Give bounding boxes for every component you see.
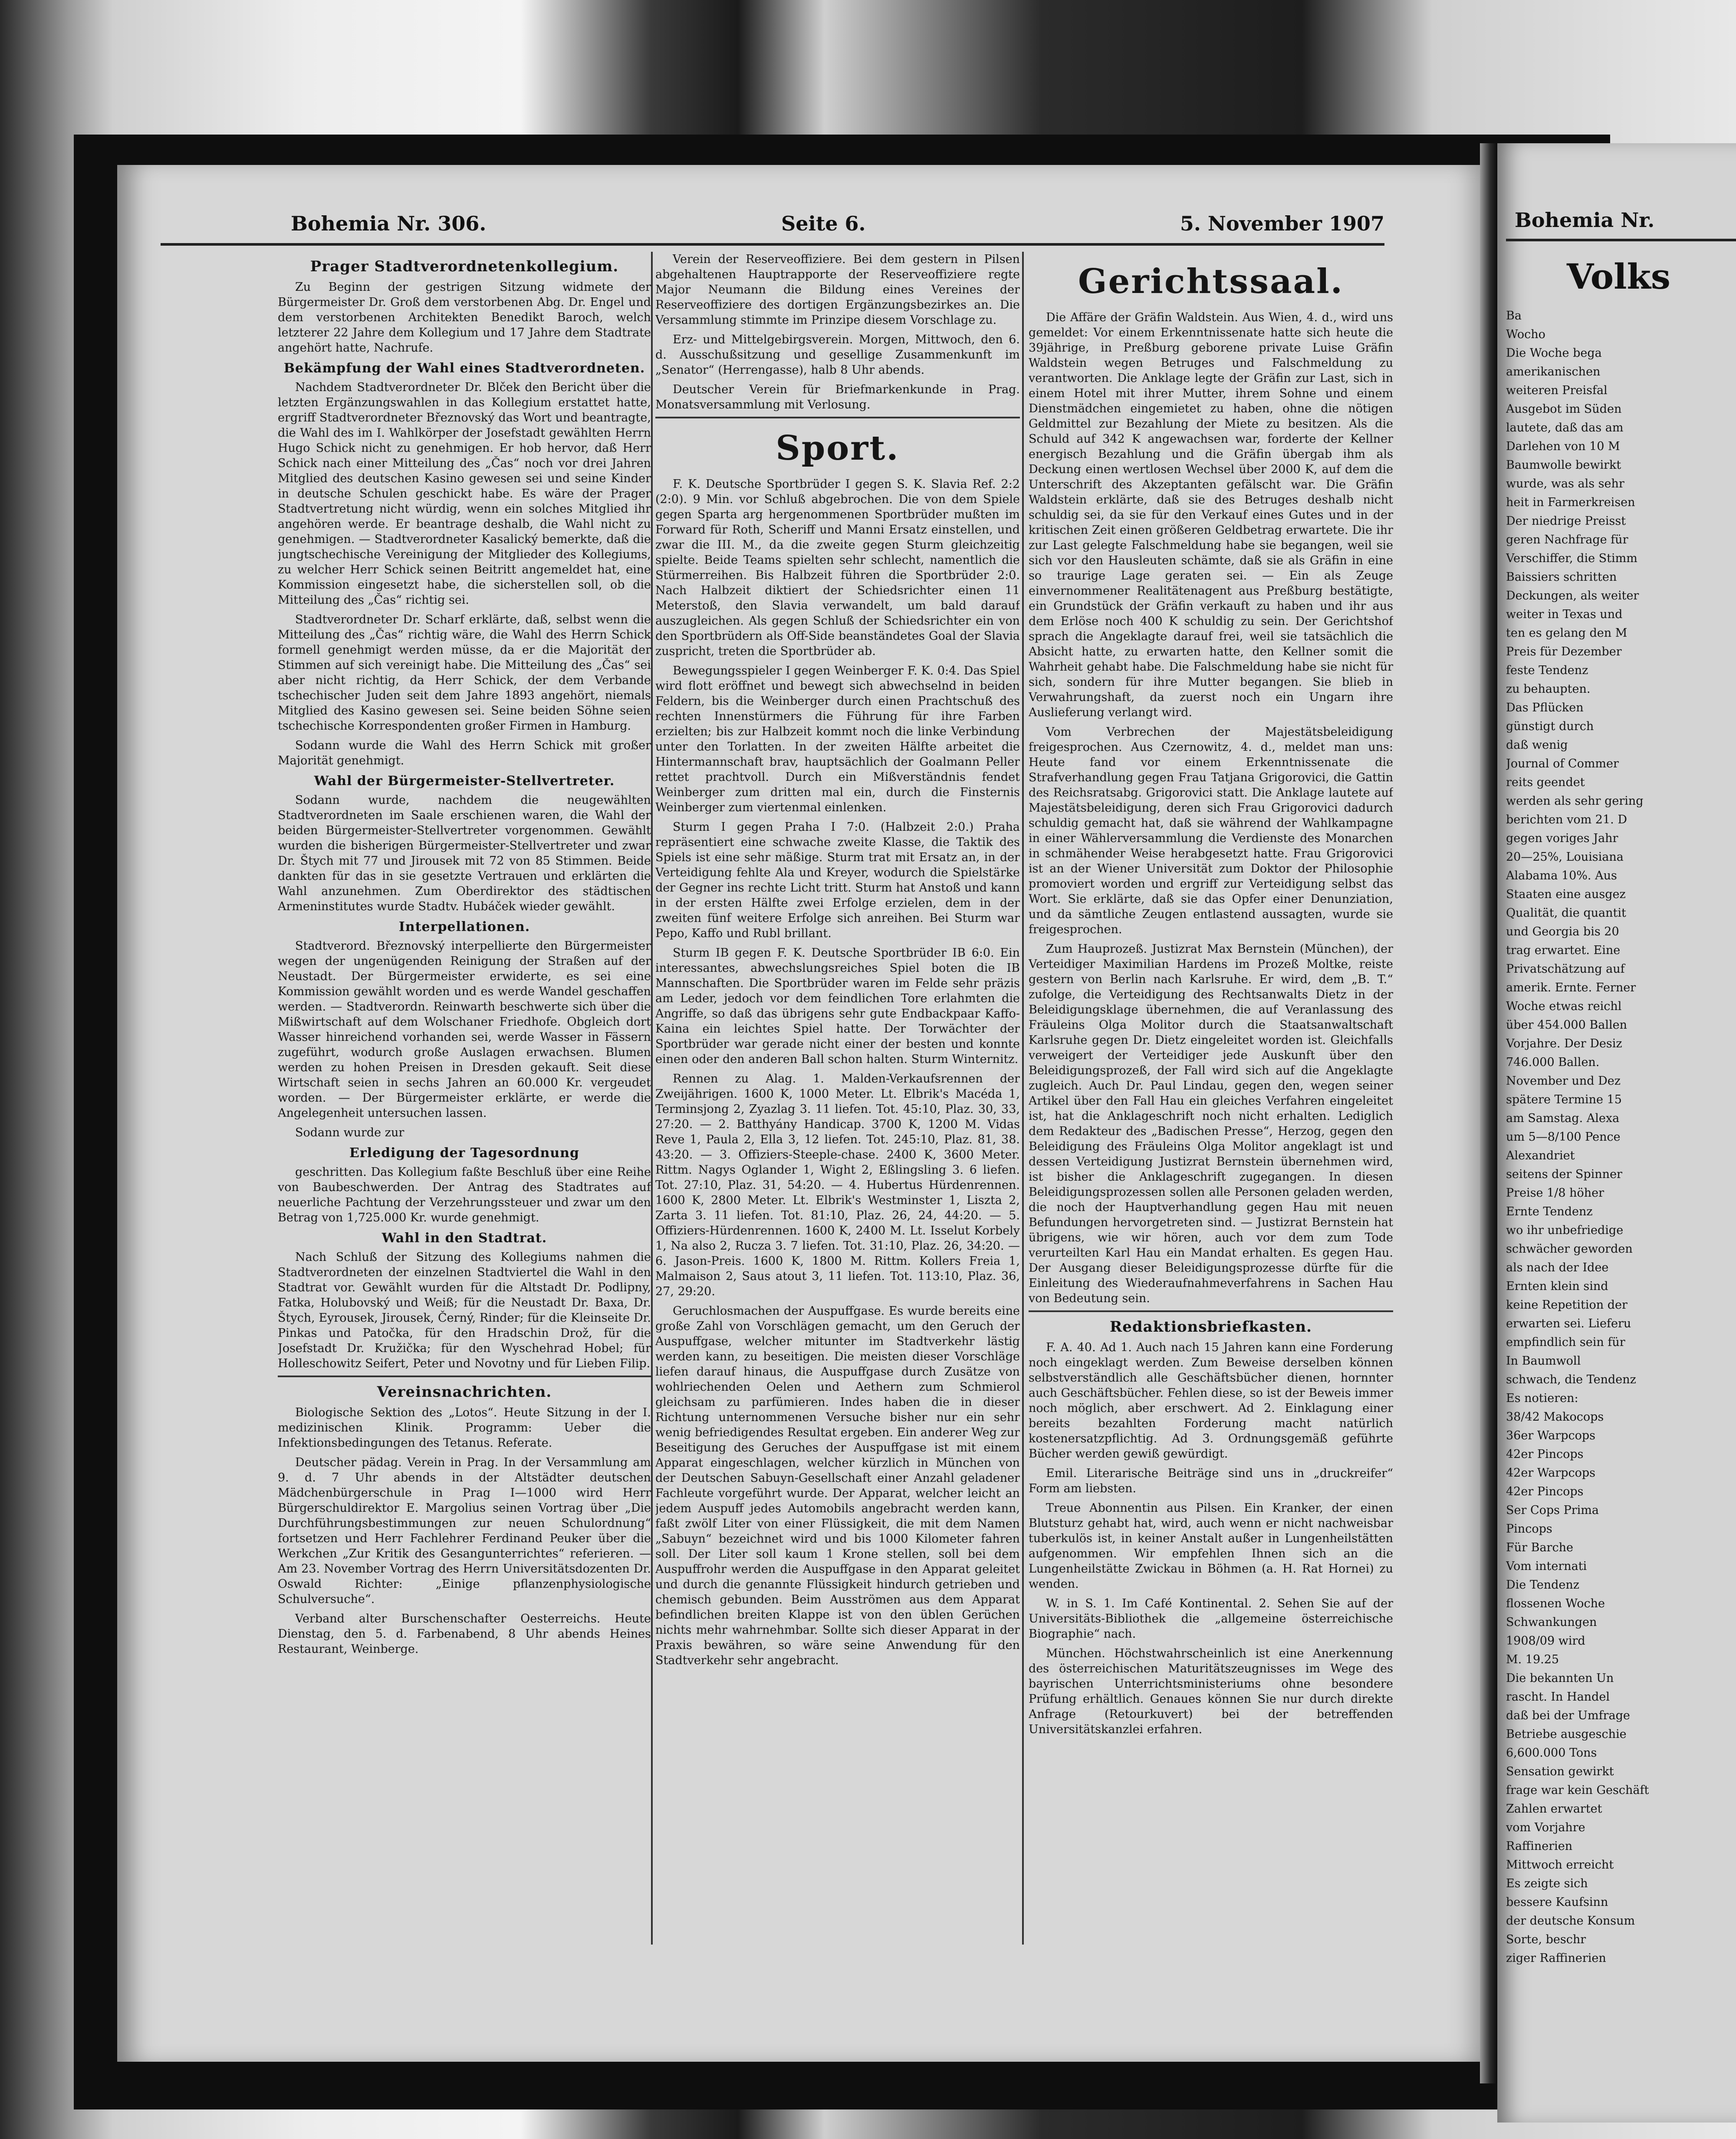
adjacent-page-text bbox=[1506, 308, 1732, 2088]
adjacent-page-line: Journal of Commer bbox=[1506, 757, 1619, 770]
adjacent-page-line: lautete, daß das am bbox=[1506, 421, 1624, 434]
article-paragraph: Nach Schluß der Sitzung des Kollegiums nahmen die Stadtverordneten der einzelnen Stadtviertel die Wahl in den Stadtrat vor. Gewählt wurden für die Altstadt Dr. Podlipny, Fatka, Holubovský und Weiß; für die Neustadt Dr. Baxa, Dr. Štych, Eyrousek, Jirousek, Černý, Rinder; für die Kleinseite Dr. Pinkas und Patočka, für den Hradschin Drož, für die Josefstadt Dr. Kružička; für den Wyschehrad Hobel; für Holleschowitz Seifert, Peter und Novotny und für Lieben Filip. bbox=[278, 1250, 651, 1370]
article-paragraph: Die Affäre der Gräfin Waldstein. Aus Wien, 4. d., wird uns gemeldet: Vor einem Erkenntnissenate hatte sich heute die 39jährige, in Preßburg geborene private Luise Gräfin Waldstein wegen Betruges und Falschmeldung zu verantworten. Die Anklage legte der Gräfin zur Last, sich in einem Hotel mit ihrer Mutter, ihrem Sohne und einem Dienstmädchen eingemietet zu haben, ohne die nötigen Geldmittel zur Bezahlung der Miete zu besitzen. Als die Schuld auf 342 K angewachsen war, forderte der Kellner energisch Bezahlung und die Gräfin übergab ihm als Deckung einen wertlosen Wechsel über 2000 K, auf dem die Unterschrift des Akzeptanten gefälscht war. Die Gräfin Waldstein erklärte, daß sie des Betruges deshalb nicht schuldig sei, da sie für den Verkauf eines Gutes und in der kritischen Zeit einen größeren Geldbetrag erwartete. Die ihr zur Last gelegte Falschmeldung habe sie begangen, weil sie sich vor den Hausleuten schämte, daß sie als Gräfin in eine so traurige Lage geraten sei. — Ein als Zeuge einvernommener Realitätenagent aus Preßburg bestätigte, ein Grundstück der Gräfin verkauft zu haben und ihr aus dem Erlöse noch 400 K schuldig zu sein. Der Gerichtshof sprach die Angeklagte darauf frei, weil sie tatsächlich die Absicht hatte, zu erwarten hatte, den Kellner somit die Wahrheit gehabt habe. Die Falschmeldung habe sie nicht für sich, sondern für ihre Mutter begangen. Sie blieb in Verwahrungshaft, da zuerst noch ein Ungarn ihre Auslieferung verlangt wird. bbox=[1029, 311, 1393, 719]
adjacent-page-line: Wocho bbox=[1506, 328, 1545, 341]
section-rule bbox=[655, 417, 1020, 418]
article-paragraph: Emil. Literarische Beiträge sind uns in „druckreifer“ Form am liebsten. bbox=[1029, 1467, 1393, 1495]
article-paragraph: Verein der Reserveoffiziere. Bei dem gestern in Pilsen abgehaltenen Hauptrapporte der Reserveoffiziere regte Major Neumann die Bildung eines Vereines der Reserveoffiziere des dortigen Ergänzungsbezirkes an. Die Versammlung stimmte im Prinzipe diesem Vorschlage zu. bbox=[655, 253, 1020, 327]
subheading: Erledigung der Tagesordnung bbox=[349, 1145, 579, 1161]
article-paragraph: Verband alter Burschenschafter Oesterreichs. Heute Dienstag, den 5. d. Farbenabend, 8 Uhr abends Heines Restaurant, Weinberge. bbox=[278, 1612, 651, 1656]
adjacent-page-line: um 5—8/100 Pence bbox=[1506, 1130, 1621, 1144]
adjacent-page-line: Ser Cops Prima bbox=[1506, 1504, 1599, 1517]
adjacent-page-line: rascht. In Handel bbox=[1506, 1690, 1610, 1704]
adjacent-page-line: günstigt durch bbox=[1506, 720, 1594, 733]
adjacent-page-line: daß bei der Umfrage bbox=[1506, 1709, 1630, 1722]
adjacent-page-line: Das Pflücken bbox=[1506, 701, 1584, 714]
adjacent-page-line: Es notieren: bbox=[1506, 1392, 1578, 1405]
adjacent-page-line: Vom internati bbox=[1506, 1560, 1587, 1573]
column-left bbox=[278, 252, 651, 1966]
adjacent-page-rule bbox=[1506, 239, 1736, 241]
adjacent-page-line: ziger Raffinerien bbox=[1506, 1951, 1606, 1965]
adjacent-page-line: Pincops bbox=[1506, 1522, 1552, 1536]
adjacent-page-line: am Samstag. Alexa bbox=[1506, 1112, 1620, 1125]
adjacent-page-line: M. 19.25 bbox=[1506, 1653, 1559, 1666]
adjacent-page-line: 6,600.000 Tons bbox=[1506, 1746, 1597, 1760]
article-paragraph: Geruchlosmachen der Auspuffgase. Es wurde bereits eine große Zahl von Vorschlägen gemacht, um den Geruch der Auspuffgase, welcher mitunter im Stadtverkehr lästig werden kann, zu beseitigen. Die meisten dieser Vorschläge liefen darauf hinaus, die Auspuffgase durch Zusätze von wohlriechenden Oelen und Aethern zum Schmierol gleichsam zu parfümieren. Indes haben die in dieser Richtung unternommenen Versuche bisher nur ein sehr wenig befriedigendes Resultat ergeben. Ein anderer Weg zur Beseitigung des Geruches der Auspuffgase ist mit einem Apparat eingeschlagen, welcher kürzlich in München von der Deutschen Sabuyn-Gesellschaft einer Anzahl geladener Fachleute vorgeführt wurde. Der Apparat, welcher leicht an jedem Auspuff jedes Automobils angebracht werden kann, faßt zwölf Liter von einer Flüssigkeit, die mit dem Namen „Sabuyn“ bezeichnet wird und bis 1000 Kilometer fahren soll. Der Liter soll kaum 1 Krone stellen, soll bei dem Auspuffrohr werden die Auspuffgase in den Apparat geleitet und durch die genannte Flüssigkeit hindurch getrieben und chemisch gebunden. Beim Ausströmen aus dem Apparat befindlichen breiten Klappe ist von den üblen Gerüchen nichts mehr wahrnehmbar. Sollte sich dieser Apparat in der Praxis bewähren, so wäre seine Anwendung für den Stadtverkehr sehr angebracht. bbox=[655, 1304, 1020, 1667]
adjacent-page-line: reits geendet bbox=[1506, 776, 1585, 789]
adjacent-page-line: Preis für Dezember bbox=[1506, 645, 1622, 658]
adjacent-page-line: In Baumwoll bbox=[1506, 1354, 1581, 1368]
article-paragraph: Nachdem Stadtverordneter Dr. Blček den Bericht über die letzten Ergänzungswahlen in das Kollegium erstattet hatte, ergriff Stadtverordneter Březnovský das Wort und beantragte, die Wahl des im I. Wahlkörper der Josefstadt gewählten Herrn Hugo Schick nicht zu genehmigen. Er hob hervor, daß Herr Schick nach einer Mitteilung des „Čas“ noch vor drei Jahren Mitglied des deutschen Kasino gewesen sei und seine Kinder in deutsche Schulen geschickt habe. Es wäre der Prager Stadtvertretung nicht würdig, wenn ein solches Mitglied ihr angehören werde. Er beantrage deshalb, die Wahl nicht zu genehmigen. — Stadtverordneter Kasalický bemerkte, daß die jungtschechische Vereinigung der Mitglieder des Kollegiums, zu welcher Herr Schick seinen Beitritt angemeldet hat, eine Kommission eingesetzt habe, die sicherstellen soll, ob die Mitteilung des „Čas“ richtig sei. bbox=[278, 381, 651, 607]
adjacent-page-line: Vorjahre. Der Desiz bbox=[1506, 1037, 1622, 1050]
section-heading: Vereinsnachrichten. bbox=[377, 1383, 552, 1401]
adjacent-page-line: der deutsche Konsum bbox=[1506, 1914, 1635, 1928]
adjacent-page-line: Mittwoch erreicht bbox=[1506, 1858, 1614, 1872]
subheading: Bekämpfung der Wahl eines Stadtverordneten. bbox=[283, 361, 645, 376]
article-paragraph: Sodann wurde, nachdem die neugewählten Stadtverordneten im Saale erschienen waren, die Wahl der beiden Bürgermeister-Stellvertreter vorgenommen. Gewählt wurden die bisherigen Bürgermeister-Stellvertreter und zwar Dr. Štych mit 77 und Jirousek mit 72 von 85 Stimmen. Beide dankten für das in sie gesetzte Vertrauen und erklärten die Wahl anzunehmen. Zum Oberdirektor des städtischen Armeninstitutes wurde Stadtv. Hubáček wieder gewählt. bbox=[278, 793, 651, 913]
adjacent-page-line: weiteren Preisfal bbox=[1506, 384, 1608, 397]
article-paragraph: Sodann wurde die Wahl des Herrn Schick mit großer Majorität genehmigt. bbox=[278, 739, 651, 767]
adjacent-page-line: 38/42 Makocops bbox=[1506, 1410, 1604, 1424]
adjacent-page-line: Deckungen, als weiter bbox=[1506, 589, 1639, 602]
subheading: Wahl der Bürgermeister-Stellvertreter. bbox=[314, 773, 615, 789]
adjacent-page-line: flossenen Woche bbox=[1506, 1597, 1605, 1610]
article-paragraph: Sturm IB gegen F. K. Deutsche Sportbrüder IB 6:0. Ein interessantes, abwechslungsreiches Spiel boten die IB Mannschaften. Die Sportbrüder waren im Felde sehr präzis am Leder, jedoch vor dem feindlichen Tore erlahmten die Angriffe, so daß das übrigens sehr gute Endbackpaar Kaffo-Kaina ein leichtes Spiel hatte. Der Torwächter der Sportbrüder war gerade nicht einer der besten und konnte einen oder den anderen Ball schon halten. Sturm Winternitz. bbox=[655, 946, 1020, 1066]
article-paragraph: Deutscher pädag. Verein in Prag. In der Versammlung am 9. d. 7 Uhr abends in der Altstädter deutschen Mädchenbürgerschule in Prag I—1000 wird Herr Bürgerschuldirektor E. Margolius seinen Vortrag über „Die Durchführungsbestimmungen zur neuen Schulordnung“ fortsetzen und Herr Fachlehrer Ferdinand Peuker über die Werkchen „Zur Kritik des Gesangunterrichtes“ referieren. — Am 23. November Vortrag des Herrn Universitätsdozenten Dr. Oswald Richter: „Einige pflanzenphysiologische Schulversuche“. bbox=[278, 1456, 651, 1606]
adjacent-page-line: Sorte, beschr bbox=[1506, 1933, 1586, 1946]
subheading: Wahl in den Stadtrat. bbox=[381, 1231, 547, 1246]
article-paragraph: Zu Beginn der gestrigen Sitzung widmete der Bürgermeister Dr. Groß dem verstorbenen Abg. Dr. Engel und dem verstorbenen Architekten Benedikt Baroch, welch letzterer 22 Jahre dem Kollegium und 17 Jahre dem Stadtrate angehört hatte, Nachrufe. bbox=[278, 280, 651, 355]
adjacent-page-line: Der niedrige Preisst bbox=[1506, 514, 1626, 528]
article-paragraph: Deutscher Verein für Briefmarkenkunde in Prag. Monatsversammlung mit Verlosung. bbox=[655, 383, 1020, 411]
adjacent-page-line: Die bekannten Un bbox=[1506, 1672, 1614, 1685]
adjacent-page-line: und Georgia bis 20 bbox=[1506, 925, 1619, 938]
adjacent-page-line: Staaten eine ausgez bbox=[1506, 888, 1626, 901]
adjacent-page-line: Zahlen erwartet bbox=[1506, 1802, 1602, 1816]
adjacent-page-line: Alabama 10%. Aus bbox=[1506, 869, 1617, 882]
adjacent-page-line: Qualität, die quantit bbox=[1506, 906, 1626, 920]
section-heading: Sport. bbox=[776, 428, 900, 468]
adjacent-page-line: amerikanischen bbox=[1506, 365, 1601, 378]
adjacent-page-line: 42er Pincops bbox=[1506, 1485, 1584, 1498]
adjacent-page-line: 42er Warpcops bbox=[1506, 1466, 1596, 1480]
article-paragraph: Stadtverord. Březnovský interpellierte den Bürgermeister wegen der ungenügenden Reinigung der Straßen auf der Neustadt. Der Bürgermeister erwiderte, es sei eine Kommission gewählt worden und es werde Wandel geschaffen werden. — Stadtverordn. Reinwarth beschwerte sich über die Mißwirtschaft auf dem Wolschaner Friedhofe. Obgleich dort Wasser hinreichend vorhanden sei, werde Wasser in Fässern zugeführt, wodurch große Auslagen erwachsen. Blumen werden zu hohen Preisen in Dresden gekauft. Seit diese Wirtschaft seien in sechs Jahren an 60.000 Kr. vergeudet worden. — Der Bürgermeister erklärte, er werde die Angelegenheit untersuchen lassen. bbox=[278, 939, 651, 1120]
adjacent-page-line: Für Barche bbox=[1506, 1541, 1573, 1554]
adjacent-page-line: heit in Farmerkreisen bbox=[1506, 496, 1635, 509]
adjacent-page-line: werden als sehr gering bbox=[1506, 794, 1644, 808]
adjacent-page-line: Preise 1/8 höher bbox=[1506, 1186, 1604, 1200]
article-paragraph: Vom Verbrechen der Majestätsbeleidigung freigesprochen. Aus Czernowitz, 4. d., meldet man uns: Heute fand vor einem Erkenntnissenate die Strafverhandlung gegen Frau Tatjana Grigorovici, die Gattin des Reichsratsabg. Grigorovici statt. Die Anklage lautete auf Majestätsbeleidigung, deren sich Frau Grigorovici dadurch schuldig gemacht hat, daß sie während der Wahlkampagne in einer Wählerversammlung die Verdienste des Monarchen in schmähender Weise herabgesetzt hatte. Frau Grigorovici ist an der Wiener Universität zum Doktor der Philosophie promoviert worden und ergriff zur Verteidigung selbst das Wort. Sie erklärte, daß sie das Opfer einer Denunziation, und da sämtliche Zeugen entlastend aussagten, wurde sie freigesprochen. bbox=[1029, 725, 1393, 936]
adjacent-page-line: über 454.000 Ballen bbox=[1506, 1018, 1627, 1032]
column-divider bbox=[1022, 252, 1024, 1945]
adjacent-page-line: weiter in Texas und bbox=[1506, 608, 1623, 621]
adjacent-page-line: bessere Kaufsinn bbox=[1506, 1895, 1608, 1909]
section-rule bbox=[1029, 1310, 1393, 1312]
adjacent-page-line: Die Woche bega bbox=[1506, 346, 1602, 360]
publication-name: Bohemia Nr. 306. bbox=[291, 212, 487, 235]
adjacent-page-line: daß wenig bbox=[1506, 738, 1568, 752]
adjacent-page-line: keine Repetition der bbox=[1506, 1298, 1628, 1312]
section-heading: Prager Stadtverordnetenkollegium. bbox=[310, 258, 619, 275]
article-paragraph: W. in S. 1. Im Café Kontinental. 2. Sehen Sie auf der Universitäts-Bibliothek die „allgemeine österreichische Biographie“ nach. bbox=[1029, 1597, 1393, 1641]
adjacent-page-line: Alexandriet bbox=[1506, 1149, 1575, 1162]
adjacent-page-line: wurde, was als sehr bbox=[1506, 477, 1624, 490]
adjacent-page-line: 20—25%, Louisiana bbox=[1506, 850, 1624, 864]
adjacent-page-line: Verschiffer, die Stimm bbox=[1506, 552, 1637, 565]
article-paragraph: Stadtverordneter Dr. Scharf erklärte, daß, selbst wenn die Mitteilung des „Čas“ richtig wäre, die Wahl des Herrn Schick formell genehmigt werden müsse, da er die Majorität der Stimmen auf sich vereinigt habe. Die Mitteilung des „Čas“ sei aber nicht richtig, da Herr Schick, der dem Verbande tschechischer Juden seit dem Jahre 1893 angehört, niemals Mitglied des Kasino gewesen sei. Seine beiden Söhne seien tschechische Korrespondenten großer Firmen in Hamburg. bbox=[278, 613, 651, 733]
adjacent-page-line: spätere Termine 15 bbox=[1506, 1093, 1622, 1106]
adjacent-page-line: vom Vorjahre bbox=[1506, 1821, 1585, 1834]
adjacent-page-line: Privatschätzung auf bbox=[1506, 962, 1625, 976]
adjacent-page-line: Sensation gewirkt bbox=[1506, 1765, 1614, 1778]
adjacent-page-line: Baissiers schritten bbox=[1506, 570, 1617, 584]
adjacent-page-line: Ba bbox=[1506, 309, 1522, 322]
adjacent-page-line: Die Tendenz bbox=[1506, 1578, 1580, 1592]
article-paragraph: F. K. Deutsche Sportbrüder I gegen S. K. Slavia Ref. 2:2 (2:0). 9 Min. vor Schluß abgebrochen. Die von dem Spiele gegen Sparta arg hergenommenen Sportbrüder mußten im Forward für Roth, Scheriff und Manni Ersatz einstellen, und zwar die III. M., da die zweite gegen Sturm gleichzeitig spielte. Beide Teams spielten sehr schlecht, namentlich die Stürmerreihen. Bis Halbzeit führen die Sportbrüder 2:0. Nach Halbzeit diktiert der Schiedsrichter einen 11 Meterstoß, den Slavia verwandelt, um bald darauf auszugleichen. Als gegen Schluß der Schiedsrichter ein von den Sportbrüdern als Off-Side beanständetes Goal der Slavia zuspricht, treten die Sportbrüder ab. bbox=[655, 477, 1020, 658]
column-divider bbox=[651, 252, 653, 1945]
adjacent-page-line: als nach der Idee bbox=[1506, 1261, 1609, 1274]
column-middle bbox=[655, 252, 1020, 1966]
adjacent-page-line: frage war kein Geschäft bbox=[1506, 1784, 1649, 1797]
column-right bbox=[1029, 252, 1393, 1966]
issue-date: 5. November 1907 bbox=[1180, 212, 1384, 235]
article-paragraph: Bewegungsspieler I gegen Weinberger F. K. 0:4. Das Spiel wird flott eröffnet und bewegt sich abwechselnd in beiden Feldern, bis die Weinberger durch einen Prachtschuß des rechten Innenstürmers die Führung für ihre Farben erzielten; bis zur Halbzeit kommt noch die linke Verbindung unter den Torlatten. In der zweiten Hälfte arbeitet die Hintermannschaft brav, hauptsächlich der Goalmann Peller rettet prachtvoll. Durch ein Mißverständnis fendet Weinberger zum dritten mal ein, durch die Finsternis Weinberger zum viertenmal einlenken. bbox=[655, 664, 1020, 814]
adjacent-page-line: Schwankungen bbox=[1506, 1616, 1597, 1629]
adjacent-page-line: Betriebe ausgeschie bbox=[1506, 1728, 1627, 1741]
section-heading: Redaktionsbriefkasten. bbox=[1110, 1318, 1312, 1336]
article-paragraph: F. A. 40. Ad 1. Auch nach 15 Jahren kann eine Forderung noch eingeklagt werden. Zum Beweise derselben können selbstverständlich alle Geschäftsbücher dienen, hornnter auch Geschäftsbücher. Fehlen diese, so ist der Beweis immer noch möglich, aber erschwert. Ad 2. Einklagung einer bereits bezahlten Forderung macht natürlich kostenersatzpflichtig. Ad 3. Ordnungsgemäß geführte Bücher werden gewiß gewürdigt. bbox=[1029, 1341, 1393, 1461]
adjacent-page-line: schwach, die Tendenz bbox=[1506, 1373, 1636, 1386]
page-header bbox=[161, 208, 1384, 246]
adjacent-page-header: Bohemia Nr. bbox=[1515, 208, 1655, 232]
article-paragraph: Erz- und Mittelgebirgsverein. Morgen, Mittwoch, den 6. d. Ausschußsitzung und gesellige Zusammenkunft im „Senator“ (Herrengasse), halb 8 Uhr abends. bbox=[655, 333, 1020, 377]
article-paragraph: Biologische Sektion des „Lotos“. Heute Sitzung in der I. medizinischen Klinik. Programm: Ueber die Infektionsbedingungen des Tetanus. Referate. bbox=[278, 1406, 651, 1450]
article-paragraph: Sturm I gegen Praha I 7:0. (Halbzeit 2:0.) Praha repräsentiert eine schwache zweite Klasse, die Taktik des Spiels ist eine sehr mäßige. Sturm trat mit Ersatz an, in der Verteidigung fehlte Ala und Kreyer, wodurch die Spielstärke der Gegner ins rechte Licht tritt. Sturm hat Anstoß und kann in der ersten Hälfte zwei Erfolge erzielen, dem in der zweiten fünf weitere Erfolge sich anreihen. Bei Sturm war Pepo, Kaffo und Rubl brillant. bbox=[655, 820, 1020, 940]
adjacent-page-line: November und Dez bbox=[1506, 1074, 1621, 1088]
article-paragraph: Treue Abonnentin aus Pilsen. Ein Kranker, der einen Blutsturz gehabt hat, wird, auch wenn er nicht nachweisbar tuberkulös ist, in keiner Anstalt außer in Lungenheilstätten aufgenommen. Wir empfehlen Ihnen sich an die Lungenheilstätte Zwickau in Böhmen (a. H. Rat Hornei) zu wenden. bbox=[1029, 1501, 1393, 1591]
page-number: Seite 6. bbox=[781, 212, 866, 235]
adjacent-page-line: 746.000 Ballen. bbox=[1506, 1056, 1600, 1069]
adjacent-page-line: Es zeigte sich bbox=[1506, 1877, 1588, 1890]
adjacent-page-line: erwarten sei. Lieferu bbox=[1506, 1317, 1631, 1330]
adjacent-page-line: 42er Pincops bbox=[1506, 1448, 1584, 1461]
section-heading: Gerichtssaal. bbox=[1078, 262, 1344, 301]
adjacent-page-line: berichten vom 21. D bbox=[1506, 813, 1627, 826]
adjacent-page-line: zu behaupten. bbox=[1506, 682, 1591, 696]
section-rule bbox=[278, 1376, 651, 1377]
article-paragraph: Sodann wurde zur bbox=[295, 1126, 404, 1139]
adjacent-page-line: Raffinerien bbox=[1506, 1840, 1573, 1853]
adjacent-page-line: seitens der Spinner bbox=[1506, 1168, 1622, 1181]
article-paragraph: Rennen zu Alag. 1. Malden-Verkaufsrennen der Zweijährigen. 1600 K, 1000 Meter. Lt. Elbrik's Macéda 1, Terminsjong 2, Zyazlag 3. 11 liefen. Tot. 45:10, Plaz. 30, 33, 27:20. — 2. Batthyány Handicap. 3700 K, 1200 M. Vidas Reve 1, Paula 2, Ella 3, 12 liefen. Tot. 245:10, Plaz. 81, 38. 43:20. — 3. Offiziers-Steeple-chase. 2400 K, 3600 Meter. Rittm. Nagys Oglander 1, Wight 2, Eßlingsling 3. 6 liefen. Tot. 27:10, Plaz. 31, 54:20. — 4. Hubertus Hürdenrennen. 1600 K, 2800 Meter. Lt. Elbrik's Westminster 1, Liszta 2, Zarta 3. 11 liefen. Tot. 81:10, Plaz. 26, 24, 44:20. — 5. Offiziers-Hürdenrennen. 1600 K, 2400 M. Lt. Isselut Korbely 1, Na also 2, Rucza 3. 7 liefen. Tot. 31:10, Plaz. 26, 34:20. — 6. Jason-Preis. 1600 K, 1800 M. Rittm. Kollers Freia 1, Malmaison 2, Saus atout 3, 11 liefen. Tot. 113:10, Plaz. 36, 27, 29:20. bbox=[655, 1072, 1020, 1298]
adjacent-page-line: 36er Warpcops bbox=[1506, 1429, 1596, 1442]
adjacent-page-line: Ernte Tendenz bbox=[1506, 1205, 1593, 1218]
adjacent-page-line: Baumwolle bewirkt bbox=[1506, 458, 1621, 472]
adjacent-page-line: trag erwartet. Eine bbox=[1506, 944, 1621, 957]
adjacent-page-line: Woche etwas reichl bbox=[1506, 1000, 1622, 1013]
adjacent-page-title: Volks bbox=[1567, 256, 1670, 297]
adjacent-page-line: 1908/09 wird bbox=[1506, 1634, 1585, 1648]
adjacent-page-line: geren Nachfrage für bbox=[1506, 533, 1628, 546]
adjacent-page-line: ten es gelang den M bbox=[1506, 626, 1628, 640]
adjacent-page-line: wo ihr unbefriedige bbox=[1506, 1224, 1624, 1237]
article-paragraph: Zum Hauprozeß. Justizrat Max Bernstein (München), der Verteidiger Maximilian Hardens im Prozeß Moltke, reiste gestern von Berlin nach Karlsruhe. Er wird, dem „B. T.“ zufolge, die Verteidigung des Rechtsanwalts Dietz in der Beleidigungsklage übernehmen, die auf Veranlassung des Fräuleins Olga Molitor durch die Staatsanwaltschaft Karlsruhe gegen Dr. Dietz eingeleitet worden ist. Gleichfalls verweigert der Verteidiger jede Auskunft über den Beleidigungsprozeß, der Fall wird sich auf die Angeklagte zugleich. Auch Dr. Paul Lindau, gegen den, wegen seiner Artikel über den Fall Hau ein gleiches Verfahren eingeleitet ist, hat die Anklageschrift noch nicht erhalten. Lediglich dem Redakteur des „Badischen Presse“, Herzog, gegen den Beleidigung des Fräuleins Olga Molitor angeklagt ist und dessen Verteidigung Justizrat Bernstein übernehmen wird, ist bisher die Anklageschrift zugegangen. In diesen Beleidigungsprozessen sollen alle Personen geladen werden, die noch der Hauptverhandlung gegen Hau mit neuen Befundungen hervorgetreten sind. — Justizrat Bernstein hat übrigens, wie wir hören, auch vor dem zum Tode verurteilten Karl Hau ein Mandat erhalten. Es gegen Hau. Der Ausgang dieser Beleidigungsprozesse dürfte für die Einleitung des Wiederaufnahmeverfahrens in Sachen Hau von Bedeutung sein. bbox=[1029, 942, 1393, 1305]
adjacent-page-line: Ausgebot im Süden bbox=[1506, 402, 1622, 416]
adjacent-page-line: Darlehen von 10 M bbox=[1506, 440, 1620, 453]
article-paragraph: München. Höchstwahrscheinlich ist eine Anerkennung des österreichischen Maturitätszeugnisses im Wege des bayrischen Unterrichtsministeriums ohne besondere Prüfung erhältlich. Genaues können Sie nur durch direkte Anfrage (Retourkuvert) bei der betreffenden Universitätskanzlei erfahren. bbox=[1029, 1647, 1393, 1736]
subheading: Interpellationen. bbox=[398, 919, 530, 935]
adjacent-page bbox=[1497, 143, 1736, 2123]
article-paragraph: geschritten. Das Kollegium faßte Beschluß über eine Reihe von Baubeschwerden. Der Antrag des Stadtrates auf neuerliche Pachtung der Verzehrungssteuer und zwar um den Betrag von 1,725.000 Kr. wurde genehmigt. bbox=[278, 1165, 651, 1224]
adjacent-page-line: empfindlich sein für bbox=[1506, 1336, 1625, 1349]
adjacent-page-line: amerik. Ernte. Ferner bbox=[1506, 981, 1636, 994]
adjacent-page-line: gegen voriges Jahr bbox=[1506, 832, 1618, 845]
book-spine bbox=[1480, 143, 1497, 2083]
adjacent-page-line: Ernten klein sind bbox=[1506, 1280, 1608, 1293]
adjacent-page-line: feste Tendenz bbox=[1506, 664, 1588, 677]
adjacent-page-line: schwächer geworden bbox=[1506, 1242, 1633, 1256]
